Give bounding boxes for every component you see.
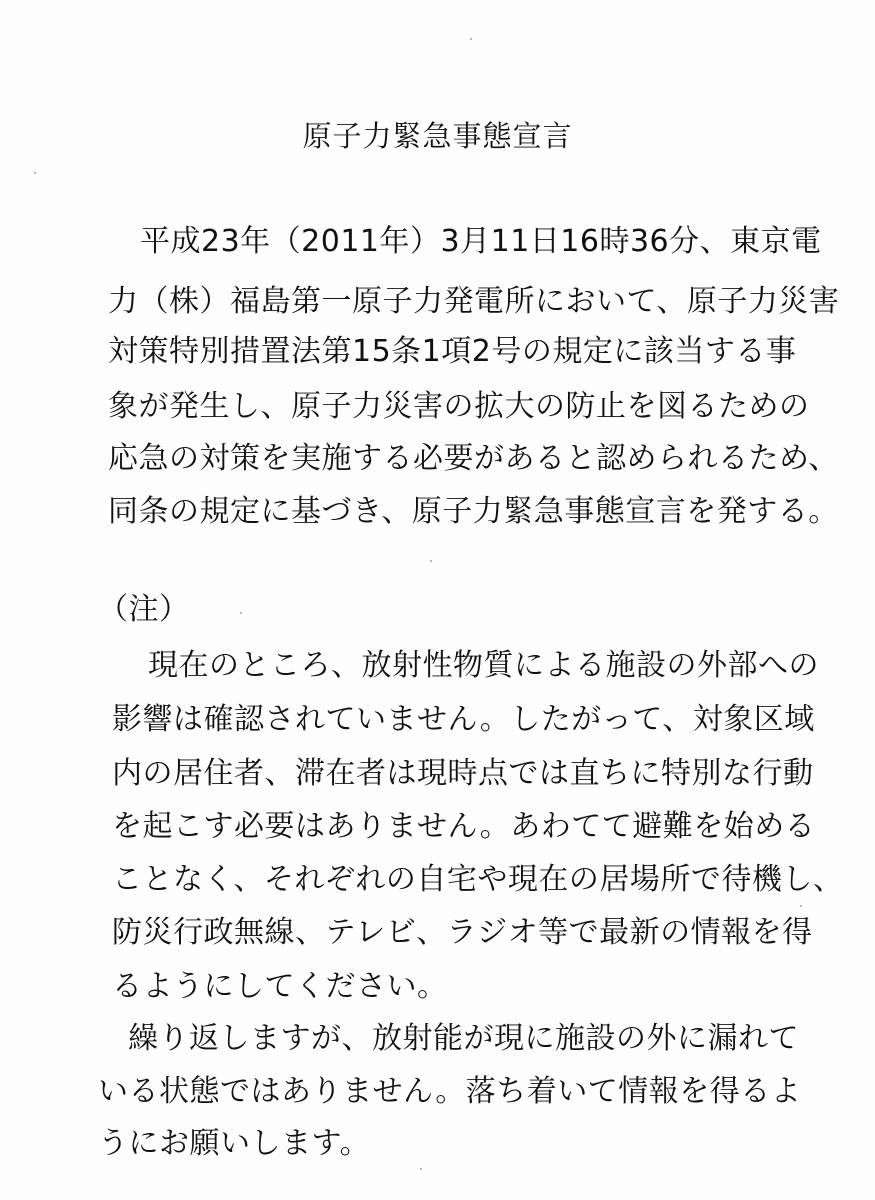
scan-speck: [430, 560, 432, 562]
document-title: 原子力緊急事態宣言: [302, 119, 573, 153]
scan-speck: [420, 1168, 422, 1170]
declaration-line: 平成23年（2011年）3月11日16時36分、東京電: [140, 224, 822, 259]
scan-speck: [800, 905, 802, 907]
scan-speck: [470, 38, 472, 40]
declaration-line: 応急の対策を実施する必要があると認められるため、: [108, 441, 839, 476]
declaration-line: 力（株）福島第一原子力発電所において、原子力災害: [108, 284, 840, 319]
repeat-line: いる状態ではありません。落ち着いて情報を得るよ: [98, 1074, 802, 1109]
scan-speck: [34, 172, 36, 174]
note-line: ことなく、それぞれの自宅や現在の居場所で待機し、: [112, 862, 844, 897]
declaration-line: 対策特別措置法第15条1項2号の規定に該当する事: [108, 334, 797, 369]
note-line: を起こす必要はありません。あわてて避難を始める: [112, 809, 816, 844]
note-line: 防災行政無線、テレビ、ラジオ等で最新の情報を得: [112, 915, 813, 950]
declaration-line: 同条の規定に基づき、原子力緊急事態宣言を発する。: [108, 494, 839, 529]
declaration-line: 象が発生し、原子力災害の拡大の防止を図るための: [108, 389, 810, 424]
scan-speck: [240, 612, 242, 614]
note-line: るようにしてください。: [112, 969, 448, 1004]
repeat-line: 繰り返しますが、放射能が現に施設の外に漏れて: [128, 1021, 799, 1056]
repeat-line: うにお願いします。: [98, 1126, 371, 1161]
note-heading: （注）: [98, 592, 190, 627]
note-line: 内の居住者、滞在者は現時点では直ちに特別な行動: [112, 756, 814, 791]
note-line: 影響は確認されていません。したがって、対象区域: [112, 702, 815, 737]
note-line: 現在のところ、放射性物質による施設の外部への: [148, 648, 819, 683]
